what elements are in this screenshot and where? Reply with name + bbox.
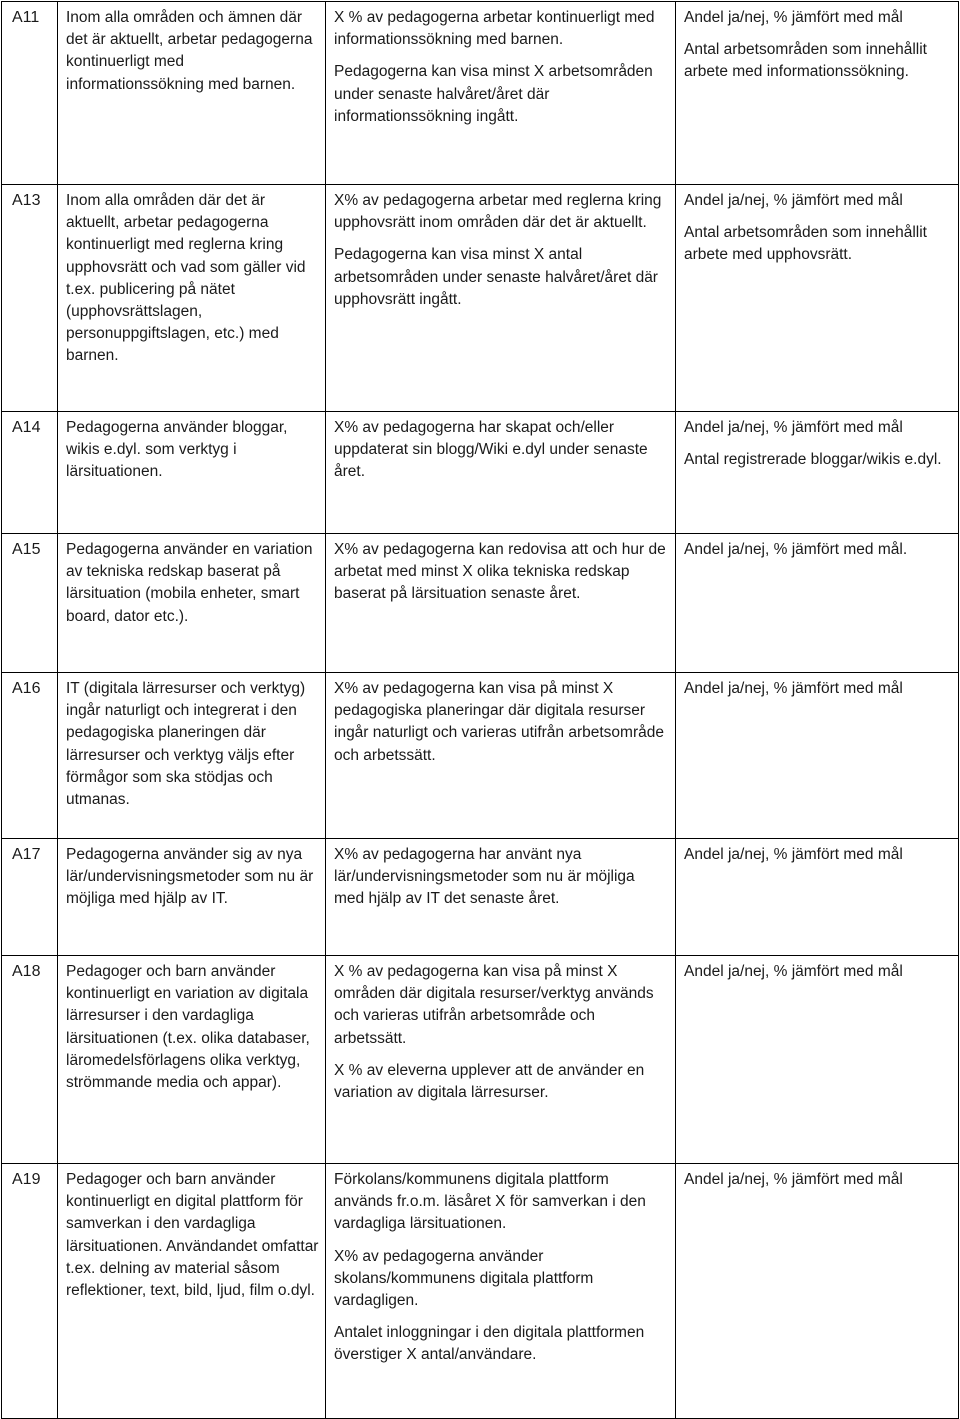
activity-paragraph: IT (digitala lärresurser och verktyg) ingår naturligt och integrerat i den pedagogiska planeringen där lärresurser och verktyg väljs efter förmågor som ska stödjas och utmanas. (66, 680, 306, 809)
table-row (2, 412, 959, 534)
row-id-cell: A14 (2, 412, 58, 534)
table-row (2, 534, 959, 673)
measure-cell (676, 673, 959, 839)
indicator-paragraph: X% av pedagogerna har skapat och/eller uppdaterat sin blogg/Wiki e.dyl under senaste året. (334, 419, 648, 481)
indicator-paragraph: X % av pedagogerna arbetar kontinuerligt med informationssökning med barnen. (334, 9, 655, 49)
activity-paragraph: Pedagogerna använder bloggar, wikis e.dyl. som verktyg i lärsituationen. (66, 419, 288, 481)
row-id-cell: A17 (2, 839, 58, 956)
measure-cell (676, 956, 959, 1164)
indicator-cell (326, 2, 676, 185)
activity-cell (58, 534, 326, 673)
measure-cell (676, 185, 959, 412)
indicator-paragraph: Antalet inloggningar i den digitala plattformen överstiger X antal/användare. (334, 1324, 645, 1364)
table-row (2, 2, 959, 185)
goals-table (1, 1, 959, 1419)
activity-cell (58, 1164, 326, 1419)
indicator-paragraph: X % av eleverna upplever att de använder en variation av digitala lärresurser. (334, 1061, 645, 1102)
activity-paragraph: Pedagoger och barn använder kontinuerligt en digital plattform för samverkan i den vardagliga lärsituationen. Användandet omfattar t.ex. delning av material såsom reflektioner, text, bild, ljud, film o.dyl. (66, 1171, 319, 1300)
row-id-cell: A11 (2, 2, 58, 185)
indicator-cell (326, 839, 676, 956)
activity-cell (58, 956, 326, 1164)
row-id-cell: A16 (2, 673, 58, 839)
measure-paragraph: Andel ja/nej, % jämfört med mål. (684, 541, 908, 558)
row-id-cell: A13 (2, 185, 58, 412)
indicator-paragraph: Pedagogerna kan visa minst X arbetsområden under senaste halvåret/året där informationssökning ingått. (334, 63, 653, 125)
indicator-paragraph: X % av pedagogerna kan visa på minst X områden där digitala resurser/verktyg används och varieras utifrån arbetsområde och arbetssätt. (334, 963, 654, 1047)
measure-paragraph: Andel ja/nej, % jämfört med mål (684, 9, 903, 26)
table-row (2, 956, 959, 1164)
activity-paragraph: Pedagogerna använder en variation av tekniska redskap baserat på lärsituation (mobila enheter, smart board, dator etc.). (66, 541, 313, 625)
measure-paragraph: Andel ja/nej, % jämfört med mål (684, 1171, 903, 1188)
activity-cell (58, 839, 326, 956)
table-row (2, 673, 959, 839)
measure-cell (676, 412, 959, 534)
indicator-paragraph: X% av pedagogerna arbetar med reglerna kring upphovsrätt inom områden där det är aktuellt. (334, 192, 662, 232)
indicator-paragraph: X% av pedagogerna använder skolans/kommunens digitala plattform vardagligen. (334, 1247, 594, 1310)
indicator-paragraph: Pedagogerna kan visa minst X antal arbetsområden under senaste halvåret/året där upphovsrätt ingått. (334, 246, 658, 308)
indicator-cell (326, 534, 676, 673)
table-row (2, 839, 959, 956)
measure-paragraph: Antal arbetsområden som innehållit arbete med upphovsrätt. (684, 224, 927, 264)
activity-cell (58, 2, 326, 185)
measure-paragraph: Antal registrerade bloggar/wikis e.dyl. (684, 451, 942, 469)
indicator-cell (326, 412, 676, 534)
activity-cell (58, 673, 326, 839)
indicator-cell (326, 673, 676, 839)
measure-cell (676, 1164, 959, 1419)
indicator-cell (326, 185, 676, 412)
measure-paragraph: Andel ja/nej, % jämfört med mål (684, 846, 903, 863)
activity-paragraph: Pedagoger och barn använder kontinuerligt en variation av digitala lärresurser i den vardagliga lärsituationen (t.ex. olika databaser, läromedelsförlagens olika verktyg, strömmande media och appar). (66, 963, 310, 1092)
activity-cell (58, 412, 326, 534)
activity-paragraph: Inom alla områden och ämnen där det är aktuellt, arbetar pedagogerna kontinuerligt med informationssökning med barnen. (66, 9, 313, 93)
indicator-paragraph: Förkolans/kommunens digitala plattform används fr.o.m. läsåret X för samverkan i den vardagliga lärsituationen. (334, 1171, 646, 1233)
table-row (2, 1164, 959, 1419)
table-row (2, 185, 959, 412)
measure-paragraph: Andel ja/nej, % jämfört med mål (684, 680, 903, 697)
measure-paragraph: Andel ja/nej, % jämfört med mål (684, 192, 903, 209)
measure-cell (676, 2, 959, 185)
row-id-cell: A19 (2, 1164, 58, 1419)
measure-cell (676, 534, 959, 673)
row-id-cell: A15 (2, 534, 58, 673)
measure-paragraph: Andel ja/nej, % jämfört med mål (684, 419, 903, 436)
indicator-cell (326, 1164, 676, 1419)
measure-paragraph: Antal arbetsområden som innehållit arbete med informationssökning. (684, 41, 927, 81)
indicator-paragraph: X% av pedagogerna kan visa på minst X pedagogiska planeringar där digitala resurser ingår naturligt och varieras utifrån arbetsområde och arbetssätt. (334, 680, 664, 764)
activity-cell (58, 185, 326, 412)
measure-cell (676, 839, 959, 956)
activity-paragraph: Inom alla områden där det är aktuellt, arbetar pedagogerna kontinuerligt med reglerna kring upphovsrätt och vad som gäller vid t.ex. publicering på nätet (upphovsrättslagen, personuppgiftslagen, etc.) med barnen. (66, 192, 306, 365)
indicator-cell (326, 956, 676, 1164)
indicator-paragraph: X% av pedagogerna har använt nya lär/undervisningsmetoder som nu är möjliga med hjälp av IT det senaste året. (334, 846, 635, 908)
measure-paragraph: Andel ja/nej, % jämfört med mål (684, 963, 903, 980)
activity-paragraph: Pedagogerna använder sig av nya lär/undervisningsmetoder som nu är möjliga med hjälp av IT. (66, 846, 314, 908)
row-id-cell: A18 (2, 956, 58, 1164)
indicator-paragraph: X% av pedagogerna kan redovisa att och hur de arbetat med minst X olika tekniska redskap baserat på lärsituation senaste året. (334, 541, 666, 603)
